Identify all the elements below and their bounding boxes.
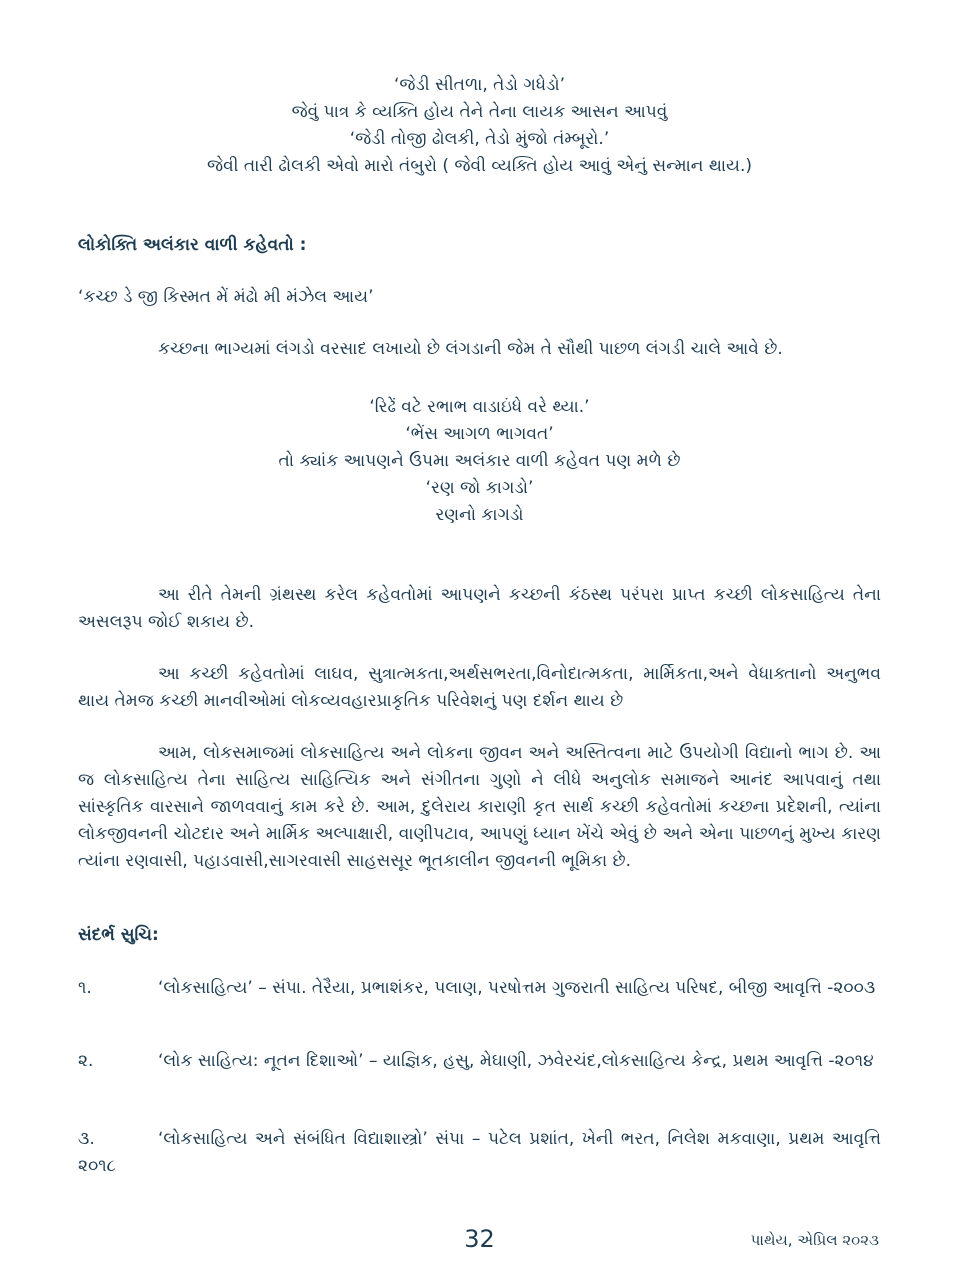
quote-line: ‘જેડી સીતળા, તેડો ગધેડો’ bbox=[393, 75, 566, 95]
quote-line: ‘રણ જો કાગડો’ bbox=[425, 478, 534, 498]
quote-line: રણનો કાગડો bbox=[435, 505, 524, 525]
reference-number: ૩. bbox=[78, 1129, 95, 1149]
quote-line: ‘રિઢેં વટે રભાભ વાડાઇંધે વરે થ્યા.’ bbox=[369, 397, 590, 417]
reference-item bbox=[78, 1126, 881, 1180]
heading-references: સંદર્ભ સુચિ: bbox=[78, 925, 159, 945]
quote-block-1 bbox=[78, 72, 881, 180]
quote-line: જેવું પાત્ર કે વ્યક્તિ હોય તેને તેના લાયક આસન આપવું bbox=[291, 102, 668, 122]
quote-block-2 bbox=[78, 394, 881, 529]
journal-footer: પાથેય, એપ્રિલ ૨૦૨૩ bbox=[750, 1231, 879, 1249]
kutch-quote: ‘કચ્છ ડે જી કિસ્મત મેં મંઢો મી મંઝેલ આય’ bbox=[78, 287, 374, 307]
reference-number: ૨. bbox=[78, 1051, 94, 1071]
paragraph-2: આ કચ્છી કહેવતોમાં લાઘવ, સુત્રાત્મકતા,અર્થસભરતા,વિનોદાત્મકતા, માર્મિકતા,અને વેધાક્તાનો અનુભવ થાય તેમજ કચ્છી માનવીઓમાં લોકવ્યવહારપ્રાકૃતિક પરિવેશનું પણ દર્શન થાય છે bbox=[78, 664, 881, 711]
reference-item bbox=[78, 1048, 881, 1075]
page-number: 32 bbox=[464, 1225, 495, 1253]
quote-line: તો ક્યાંક આપણને ઉપમા અલંકાર વાળી કહેવત પણ મળે છે bbox=[278, 451, 681, 471]
quote-line: ‘જેડી તોજી ઢોલકી, તેડો મુંજો તંમ્બૂરો.’ bbox=[349, 129, 610, 149]
reference-text: ‘લોકસાહિત્ય’ – સંપા. તેરૈયા, પ્રભાશંકર, પલાણ, પરષોત્તમ ગુજરાતી સાહિત્ય પરિષદ, બીજી આવૃત્તિ -૨૦૦૩ bbox=[158, 978, 876, 998]
reference-text: ‘લોકસાહિત્ય અને સંબંધિત વિદ્યાશાસ્ત્રો’ સંપા – પટેલ પ્રશાંત, ખેની ભરત, નિલેશ મકવાણા, પ્રથમ આવૃત્તિ ૨૦૧૮ bbox=[78, 1129, 881, 1176]
paragraph-3: આમ, લોકસમાજમાં લોકસાહિત્ય અને લોકના જીવન અને અસ્તિત્વના માટે ઉપયોગી વિદ્યાનો ભાગ છે. આ જ લોકસાહિત્ય તેના સાહિત્ય સાહિત્યિક અને સંગીતના ગુણો ને લીધે અનુલોક સમાજને આનંદ આપવાનું તથા સાંસ્કૃતિક વારસાને જાળવવાનું કામ કરે છે. આમ, દુલેરાય કારાણી કૃત સાર્થ કચ્છી કહેવતોમાં કચ્છના પ્રદેશની, ત્યાંના લોકજીવનની ચોટદાર અને માર્મિક અલ્પાક્ષારી, વાણીપટાવ, આપણું ધ્યાન ખેંચે એવું છે અને એના પાછળનું મુખ્ય કારણ ત્યાંના રણવાસી, પહાડવાસી,સાગરવાસી સાહસસૂર ભૂતકાલીન જીવનની ભૂમિકા છે. bbox=[78, 743, 881, 871]
heading-lokokti: લોકોક્તિ અલંકાર વાળી કહેવતો : bbox=[78, 235, 307, 255]
reference-number: ૧. bbox=[78, 978, 92, 998]
paragraph-1: આ રીતે તેમની ગ્રંથસ્થ કરેલ કહેવતોમાં આપણને કચ્છની કંઠસ્થ પરંપરા પ્રાપ્ત કચ્છી લોકસાહિત્ય તેના અસલરૂપ જોઈ શકાય છે. bbox=[78, 585, 881, 632]
kutch-explanation: કચ્છના ભાગ્યમાં લંગડો વરસાદ લખાયો છે લંગડાની જેમ તે સૌથી પાછળ લંગડી ચાલે આવે છે. bbox=[158, 339, 783, 359]
quote-line: જેવી તારી ઢોલકી એવો મારો તંબુરો ( જેવી વ્યક્તિ હોય આવું એનું સન્માન થાય.) bbox=[206, 156, 753, 176]
reference-text: ‘લોક સાહિત્ય: નૂતન દિશાઓ’ – યાજ્ઞિક, હસુ, મેઘાણી, ઝવેરચંદ,લોકસાહિત્ય કેન્દ્ર, પ્રથમ આવૃત્તિ -૨૦૧૪ bbox=[158, 1051, 874, 1071]
quote-line: ‘ભેંસ આગળ ભાગવત’ bbox=[405, 424, 554, 444]
reference-item bbox=[78, 975, 881, 1002]
